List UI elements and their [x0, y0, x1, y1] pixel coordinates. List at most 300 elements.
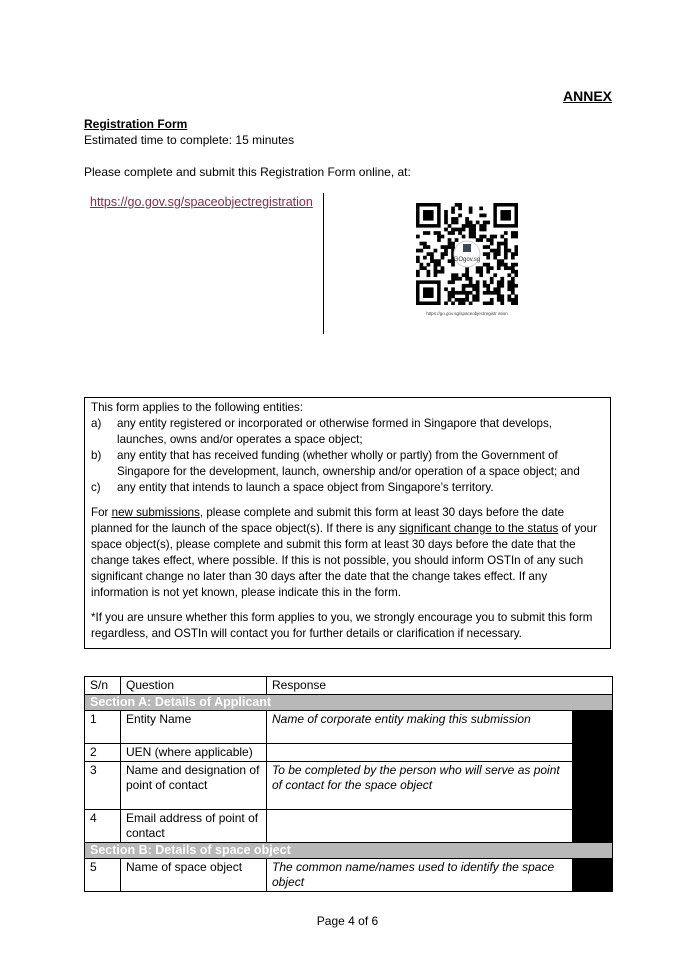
qr-module [469, 210, 473, 214]
applicability-box [84, 397, 611, 649]
qr-module [514, 273, 518, 277]
qr-module [451, 263, 455, 267]
qr-module [476, 280, 480, 284]
qr-module [479, 273, 483, 277]
qr-module [486, 291, 490, 295]
qr-module [469, 291, 473, 295]
qr-module [455, 298, 459, 302]
qr-module [514, 301, 518, 305]
qr-module [514, 249, 518, 253]
qr-module [500, 284, 504, 288]
unsure-note: *If you are unsure whether this form applies to you, we strongly encourage you to submit this form regardless, and OSTIn will contact you for further details or clarification if necessary. [91, 611, 593, 640]
qr-module [472, 224, 476, 228]
qr-module [497, 252, 501, 256]
qr-module [514, 245, 518, 249]
qr-module [465, 294, 469, 298]
qr-module [476, 298, 480, 302]
row-response-input[interactable] [267, 810, 573, 843]
qr-module [462, 284, 466, 288]
qr-module [497, 242, 501, 246]
qr-module [500, 294, 504, 298]
qr-module [507, 266, 511, 270]
form-title: Registration Form [84, 117, 188, 131]
row-response-input[interactable]: To be completed by the person who will serve as point of contact for the space object [267, 762, 573, 810]
qr-module [434, 266, 438, 270]
header-question: Question [121, 677, 267, 695]
qr-module [430, 252, 434, 256]
significant-change-underlined: significant change to the status [399, 522, 559, 535]
qr-code[interactable] [416, 203, 518, 305]
qr-module [490, 238, 494, 242]
qr-module [497, 263, 501, 267]
qr-module [483, 221, 487, 225]
qr-module [497, 259, 501, 263]
qr-module [437, 263, 441, 267]
qr-module [455, 238, 459, 242]
qr-module [490, 277, 494, 281]
para-text: of your space object(s), please complete and submit this form at least 30 days before the date that the change takes effect, where possible. If this is not possible, you should inform OSTIn of any such significant change no later than 30 days after the date that the change takes effect. If any information is not yet known, please indicate this in the form. [91, 522, 597, 599]
list-item [91, 480, 604, 496]
qr-module [423, 266, 427, 270]
qr-module [472, 298, 476, 302]
list-item [91, 448, 604, 480]
qr-module [451, 291, 455, 295]
qr-module [490, 301, 494, 305]
table-row [85, 810, 613, 843]
qr-module [500, 263, 504, 267]
qr-module [472, 235, 476, 239]
qr-module [476, 266, 480, 270]
qr-module [476, 284, 480, 288]
qr-module [448, 224, 452, 228]
qr-module [448, 291, 452, 295]
qr-module [514, 298, 518, 302]
qr-module [511, 287, 515, 291]
qr-module [458, 231, 462, 235]
qr-module [451, 301, 455, 305]
row-response-input[interactable]: Name of corporate entity making this submission [267, 711, 573, 744]
qr-module [448, 245, 452, 249]
qr-module [511, 252, 515, 256]
qr-module [511, 280, 515, 284]
qr-module [444, 287, 448, 291]
qr-module [448, 238, 452, 242]
row-question: UEN (where applicable) [121, 744, 267, 762]
qr-logo-icon [463, 244, 471, 252]
qr-module [455, 217, 459, 221]
qr-module [423, 287, 434, 298]
qr-module [483, 235, 487, 239]
qr-module [504, 245, 508, 249]
qr-module [420, 242, 424, 246]
qr-module [504, 266, 508, 270]
qr-module [479, 228, 483, 232]
qr-module [514, 263, 518, 267]
qr-module [465, 270, 469, 274]
qr-module [476, 287, 480, 291]
qr-module [511, 298, 515, 302]
qr-module [483, 214, 487, 218]
redacted-block [573, 859, 613, 892]
para-text: For [91, 506, 112, 519]
qr-module [493, 256, 497, 260]
qr-module [458, 291, 462, 295]
qr-module [441, 245, 445, 249]
qr-module [497, 245, 501, 249]
qr-module [490, 280, 494, 284]
qr-module [469, 301, 473, 305]
qr-module [444, 252, 448, 256]
registration-table [84, 676, 613, 892]
section-a-title: Section A: Details of Applicant [85, 695, 613, 711]
qr-logo-text: GOgov.sg [453, 257, 481, 263]
qr-module [493, 235, 497, 239]
qr-module [486, 245, 490, 249]
qr-module [500, 301, 504, 305]
qr-module [451, 221, 455, 225]
qr-module [493, 252, 497, 256]
qr-module [437, 231, 441, 235]
qr-module [500, 277, 504, 281]
table-row [85, 744, 613, 762]
qr-module [444, 301, 448, 305]
qr-module [465, 273, 469, 277]
qr-module [490, 291, 494, 295]
qr-module [416, 235, 420, 239]
qr-module [504, 256, 508, 260]
submission-paragraph [91, 505, 604, 601]
qr-module [486, 301, 490, 305]
header-sn: S/n [85, 677, 121, 695]
qr-module [514, 252, 518, 256]
qr-module [430, 256, 434, 260]
qr-module [448, 298, 452, 302]
qr-module [476, 294, 480, 298]
qr-module [483, 291, 487, 295]
qr-module [465, 221, 469, 225]
qr-module [507, 249, 511, 253]
section-b-row [85, 843, 613, 859]
qr-module [490, 242, 494, 246]
row-sn: 5 [85, 859, 121, 892]
qr-module [427, 231, 431, 235]
qr-module [441, 266, 445, 270]
qr-module [416, 270, 420, 274]
qr-module [483, 245, 487, 249]
qr-module [462, 224, 466, 228]
qr-module [455, 221, 459, 225]
qr-module [479, 207, 483, 211]
qr-module [448, 242, 452, 246]
qr-module [483, 280, 487, 284]
qr-module [493, 273, 497, 277]
row-question: Name of space object [121, 859, 267, 892]
qr-module [497, 284, 501, 288]
qr-module [451, 231, 455, 235]
list-marker: b) [91, 449, 102, 462]
qr-module [455, 277, 459, 281]
row-response-input[interactable] [267, 744, 573, 762]
qr-module [465, 217, 469, 221]
qr-module [465, 284, 469, 288]
qr-module [437, 270, 441, 274]
vertical-divider [323, 193, 324, 334]
qr-module [500, 259, 504, 263]
qr-module [511, 266, 515, 270]
qr-module [507, 287, 511, 291]
new-submissions-underlined: new submissions [111, 506, 200, 519]
qr-module [514, 235, 518, 239]
qr-module [455, 291, 459, 295]
qr-module [423, 242, 427, 246]
qr-module [462, 228, 466, 232]
qr-module [497, 287, 501, 291]
qr-module [476, 221, 480, 225]
qr-module [458, 228, 462, 232]
qr-module [500, 298, 504, 302]
qr-module [420, 249, 424, 253]
qr-module [437, 259, 441, 263]
qr-module [486, 270, 490, 274]
qr-module [469, 284, 473, 288]
qr-module [462, 235, 466, 239]
qr-module [490, 298, 494, 302]
qr-module [427, 263, 431, 267]
qr-module [434, 249, 438, 253]
qr-module [451, 210, 455, 214]
qr-module [486, 252, 490, 256]
qr-module [504, 231, 508, 235]
qr-module [458, 203, 462, 207]
qr-module [504, 242, 508, 246]
qr-module [483, 284, 487, 288]
qr-module [511, 301, 515, 305]
qr-module [469, 221, 473, 225]
qr-module [472, 287, 476, 291]
table-row [85, 762, 613, 810]
qr-module [465, 224, 469, 228]
qr-module [469, 207, 473, 211]
qr-module [486, 287, 490, 291]
qr-module [504, 238, 508, 242]
qr-module [472, 228, 476, 232]
qr-module [430, 259, 434, 263]
list-marker: c) [91, 481, 101, 494]
qr-module [490, 266, 494, 270]
qr-module [483, 263, 487, 267]
row-response-input[interactable]: The common name/names used to identify the space object [267, 859, 573, 892]
qr-module [444, 249, 448, 253]
qr-module [511, 256, 515, 260]
qr-module [483, 224, 487, 228]
qr-module [434, 263, 438, 267]
qr-module [434, 231, 438, 235]
qr-module [497, 294, 501, 298]
qr-module [493, 291, 497, 295]
qr-module [451, 277, 455, 281]
qr-module [469, 235, 473, 239]
qr-module [444, 221, 448, 225]
qr-module [444, 228, 448, 232]
row-sn: 1 [85, 711, 121, 744]
qr-module [486, 221, 490, 225]
qr-module [462, 298, 466, 302]
section-b-title: Section B: Details of space object [85, 843, 613, 859]
qr-module [479, 224, 483, 228]
qr-module [448, 231, 452, 235]
qr-module [486, 266, 490, 270]
qr-module [420, 266, 424, 270]
qr-module [476, 291, 480, 295]
qr-module [511, 270, 515, 274]
qr-module [479, 214, 483, 218]
row-question: Email address of point of contact [121, 810, 267, 843]
annex-label: ANNEX [562, 88, 612, 104]
qr-module [490, 235, 494, 239]
qr-module [472, 231, 476, 235]
qr-module [479, 235, 483, 239]
qr-module [423, 256, 427, 260]
qr-module [448, 280, 452, 284]
row-question: Name and designation of point of contact [121, 762, 267, 810]
qr-module [469, 280, 473, 284]
qr-module [420, 263, 424, 267]
qr-module [462, 291, 466, 295]
section-a-row [85, 695, 613, 711]
row-sn: 2 [85, 744, 121, 762]
qr-module [451, 273, 455, 277]
qr-module [455, 203, 459, 207]
qr-module [451, 245, 455, 249]
instruction-text: Please complete and submit this Registration Form online, at: [84, 165, 411, 179]
qr-module [427, 252, 431, 256]
list-text: any entity that has received funding (whether wholly or partly) from the Government of Singapore for the development, launch, ownership and/or operation of a space object; and [117, 449, 580, 478]
qr-module [493, 249, 497, 253]
qr-module [465, 277, 469, 281]
qr-module [486, 256, 490, 260]
qr-module [493, 287, 497, 291]
qr-module [441, 256, 445, 260]
qr-module [511, 284, 515, 288]
para-text: , please complete and submit this form at least 30 days before the date planned for the launch of the space object(s). If there is any [91, 506, 565, 535]
qr-module [511, 291, 515, 295]
registration-link[interactable]: https://go.gov.sg/spaceobjectregistration [90, 195, 313, 209]
qr-module [514, 284, 518, 288]
qr-module [479, 266, 483, 270]
qr-module [504, 252, 508, 256]
qr-module [500, 235, 504, 239]
qr-module [504, 249, 508, 253]
qr-module [423, 210, 434, 221]
qr-module [451, 280, 455, 284]
qr-module [423, 231, 427, 235]
qr-module [486, 284, 490, 288]
qr-module [462, 273, 466, 277]
qr-module [507, 294, 511, 298]
qr-module [511, 277, 515, 281]
header-response: Response [267, 677, 613, 695]
qr-module [507, 280, 511, 284]
qr-module [444, 214, 448, 218]
qr-module [451, 287, 455, 291]
qr-module [507, 298, 511, 302]
qr-module [448, 259, 452, 263]
qr-module [444, 217, 448, 221]
qr-module [451, 217, 455, 221]
qr-module [500, 210, 511, 221]
qr-module [441, 235, 445, 239]
qr-module [483, 228, 487, 232]
qr-module [500, 280, 504, 284]
qr-module [497, 266, 501, 270]
qr-module [451, 294, 455, 298]
qr-module [434, 273, 438, 277]
qr-module [483, 252, 487, 256]
qr-module [434, 270, 438, 274]
qr-module [469, 228, 473, 232]
qr-module [479, 238, 483, 242]
qr-module [455, 228, 459, 232]
qr-module [416, 273, 420, 277]
qr-module [514, 270, 518, 274]
qr-module [451, 207, 455, 211]
qr-module [507, 284, 511, 288]
qr-module [458, 301, 462, 305]
qr-module [458, 214, 462, 218]
table-row [85, 859, 613, 892]
list-item [91, 416, 604, 448]
qr-module [497, 291, 501, 295]
qr-module [479, 270, 483, 274]
applies-intro: This form applies to the following entities: [91, 401, 304, 414]
qr-module [427, 270, 431, 274]
qr-module [514, 294, 518, 298]
estimated-time: Estimated time to complete: 15 minutes [84, 133, 295, 147]
qr-module [451, 242, 455, 246]
qr-module [437, 238, 441, 242]
qr-module [511, 231, 515, 235]
list-marker: a) [91, 417, 102, 430]
qr-caption: https://go.gov.sg/spaceobjectregistr ation [426, 311, 508, 316]
table-row [85, 711, 613, 744]
qr-module [490, 249, 494, 253]
qr-module [427, 245, 431, 249]
qr-module [416, 256, 420, 260]
qr-module [472, 294, 476, 298]
qr-module [451, 228, 455, 232]
qr-module [458, 298, 462, 302]
qr-module [497, 298, 501, 302]
qr-module [483, 301, 487, 305]
qr-module [500, 242, 504, 246]
qr-module [423, 245, 427, 249]
row-sn: 4 [85, 810, 121, 843]
qr-module [462, 287, 466, 291]
qr-module [448, 294, 452, 298]
qr-module [444, 210, 448, 214]
qr-module [437, 235, 441, 239]
qr-module [465, 298, 469, 302]
qr-module [511, 235, 515, 239]
qr-module [469, 231, 473, 235]
qr-module [497, 280, 501, 284]
qr-module [476, 238, 480, 242]
row-sn: 3 [85, 762, 121, 810]
qr-module [441, 270, 445, 274]
qr-module [469, 224, 473, 228]
list-text: any entity registered or incorporated or otherwise formed in Singapore that develops, launches, owns and/or operates a space object; [117, 417, 553, 446]
qr-module [458, 207, 462, 211]
